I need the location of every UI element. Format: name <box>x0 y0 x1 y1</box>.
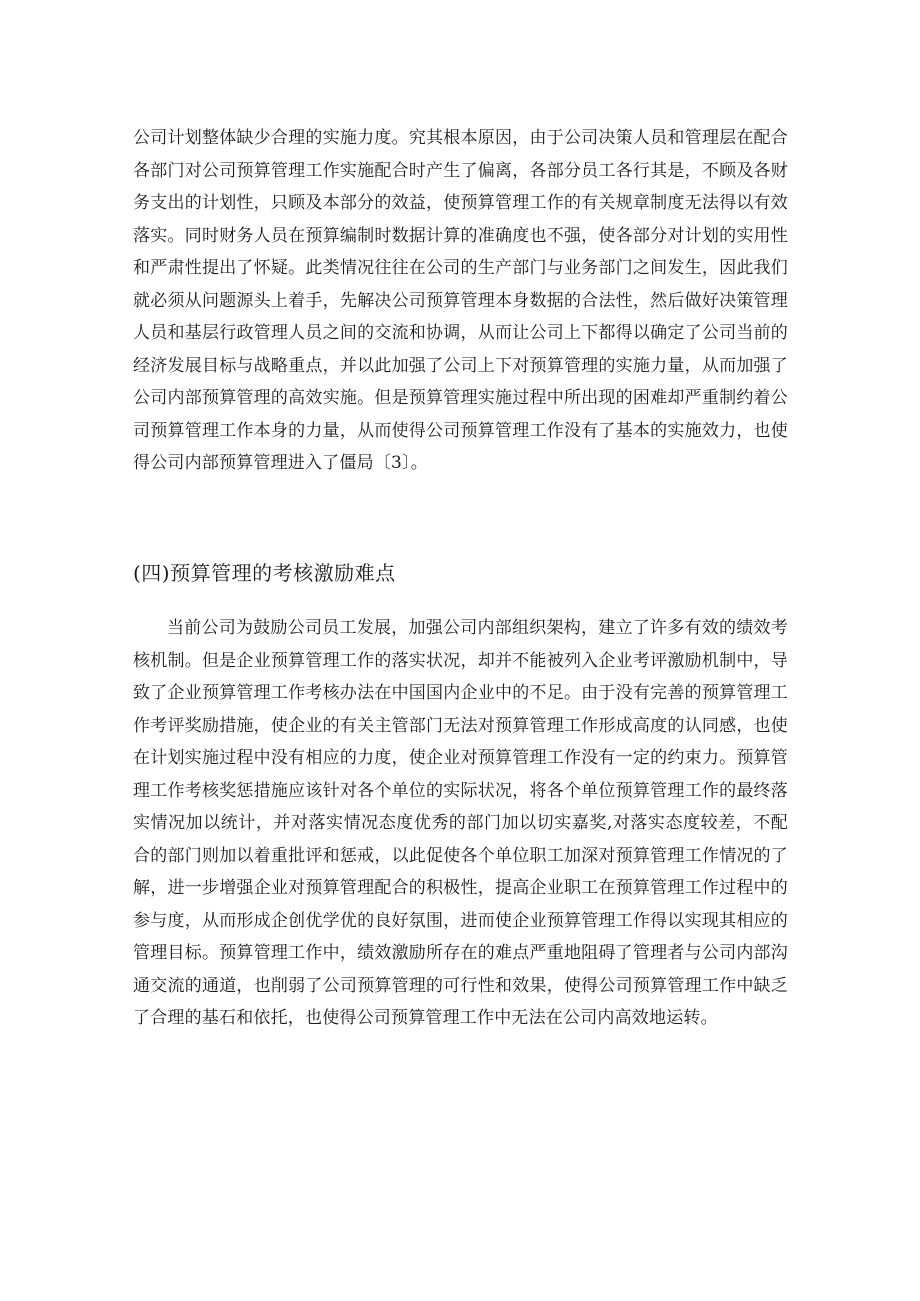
paragraph-continued: 公司计划整体缺少合理的实施力度。究其根本原因，由于公司决策人员和管理层在配合各部门对公司预算管理工作实施配合时产生了偏离，各部分员工各行其是，不顾及各财务支出的计划性，只顾及本部分的效益，使预算管理工作的有关规章制度无法得以有效落实。同时财务人员在预算编制时数据计算的准确度也不强，使各部分对计划的实用性和严肃性提出了怀疑。此类情况往往在公司的生产部门与业务部门之间发生，因此我们就必须从问题源头上着手，先解决公司预算管理本身数据的合法性，然后做好决策管理人员和基层行政管理人员之间的交流和协调，从而让公司上下都得以确定了公司当前的经济发展目标与战略重点，并以此加强了公司上下对预算管理的实施力量，从而加强了公司内部预算管理的高效实施。但是预算管理实施过程中所出现的困难却严重制约着公司预算管理工作本身的力量，从而使得公司预算管理工作没有了基本的实施效力，也使得公司内部预算管理进入了僵局〔3〕。 <box>133 128 788 473</box>
section-heading: (四)预算管理的考核激励难点 <box>133 561 396 585</box>
paragraph-section-four: 当前公司为鼓励公司员工发展，加强公司内部组织架构，建立了许多有效的绩效考核机制。但是企业预算管理工作的落实状况，却并不能被列入企业考评激励机制中，导致了企业预算管理工作考核办法在中国国内企业中的不足。由于没有完善的预算管理工作考评奖励措施，使企业的有关主管部门无法对预算管理工作形成高度的认同感，也使在计划实施过程中没有相应的力度，使企业对预算管理工作没有一定的约束力。预算管理工作考核奖惩措施应该针对各个单位的实际状况，将各个单位预算管理工作的最终落实情况加以统计，并对落实情况态度优秀的部门加以切实嘉奖,对落实态度较差，不配合的部门则加以着重批评和惩戒，以此促使各个单位职工加深对预算管理工作情况的了解，进一步增强企业对预算管理配合的积极性，提高企业职工在预算管理工作过程中的参与度，从而形成企创优学优的良好氛围，进而使企业预算管理工作得以实现其相应的管理目标。预算管理工作中，绩效激励所存在的难点严重地阻碍了管理者与公司内部沟通交流的通道，也削弱了公司预算管理的可行性和效果，使得公司预算管理工作中缺乏了合理的基石和依托，也使得公司预算管理工作中无法在公司内高效地运转。 <box>133 618 788 1028</box>
